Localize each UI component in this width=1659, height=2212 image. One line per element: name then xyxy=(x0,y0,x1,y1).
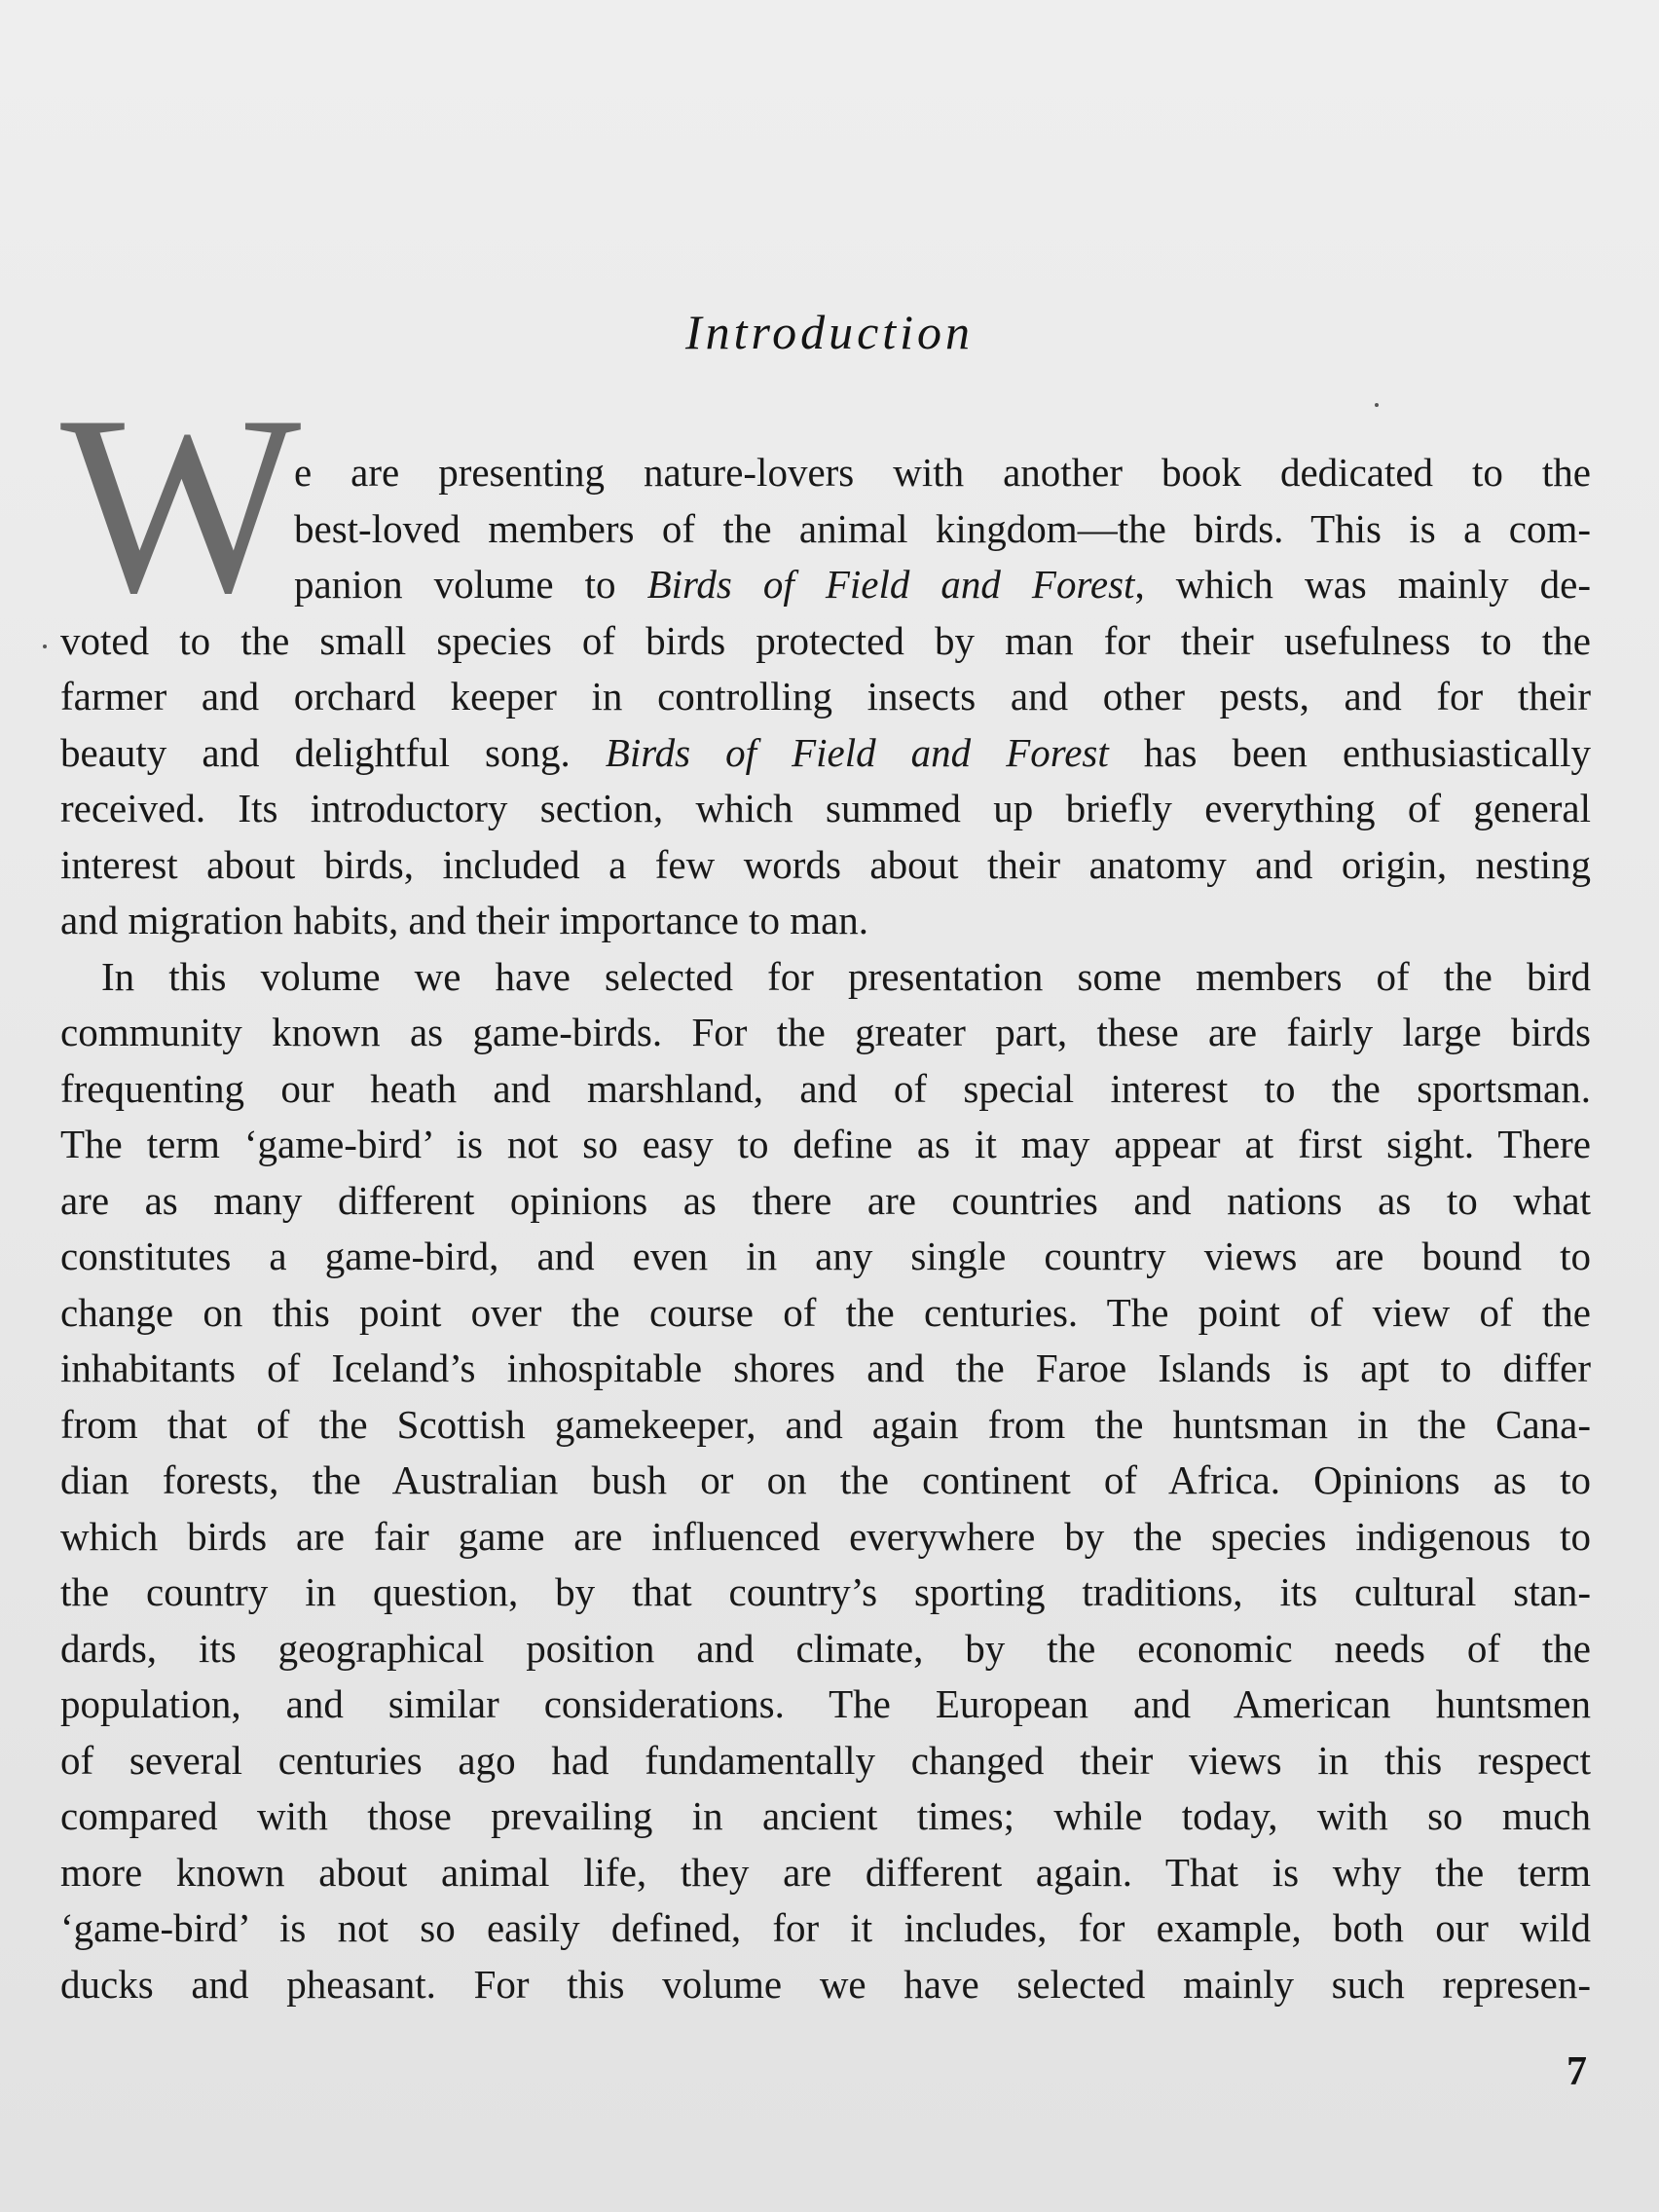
paper-speck xyxy=(43,645,47,648)
text-line: frequenting our heath and marshland, and of special interest to the sportsman. xyxy=(60,1065,1591,1111)
text-line: change on this point over the course of the centuries. The point of view of the xyxy=(60,1289,1591,1335)
page-title: Introduction xyxy=(684,305,975,359)
text-line: panion volume to Birds of Field and Forest, which was mainly de- xyxy=(294,562,1591,607)
text-line: from that of the Scottish gamekeeper, and again from the huntsman in the Cana- xyxy=(60,1401,1591,1447)
text-line: and migration habits, and their importance to man. xyxy=(60,898,869,942)
text-line: community known as game-birds. For the greater part, these are fairly large birds xyxy=(60,1010,1591,1054)
drop-cap: W xyxy=(60,363,296,645)
page-number: 7 xyxy=(1567,2049,1587,2094)
text-line: compared with those prevailing in ancient times; while today, with so much xyxy=(60,1793,1591,1838)
text-line: ducks and pheasant. For this volume we have selected mainly such represen- xyxy=(60,1961,1591,2007)
paper-speck xyxy=(1375,403,1379,407)
body-text xyxy=(60,445,1591,2012)
text-line: ‘game-bird’ is not so easily defined, for it includes, for example, both our wild xyxy=(60,1905,1591,1950)
text-line: The term ‘game-bird’ is not so easy to define as it may appear at first sight. There xyxy=(60,1122,1591,1166)
text-line: population, and similar considerations. The European and American huntsmen xyxy=(60,1681,1591,1726)
text-line: farmer and orchard keeper in controlling insects and other pests, and for their xyxy=(60,674,1591,719)
text-line: voted to the small species of birds protected by man for their usefulness to the xyxy=(60,617,1591,663)
text-line: best-loved members of the animal kingdom—the birds. This is a com- xyxy=(294,505,1591,551)
text-line: received. Its introductory section, which summed up briefly everything of general xyxy=(60,786,1591,830)
text-line: e are presenting nature-lovers with another book dedicated to the xyxy=(294,450,1591,495)
text-line: more known about animal life, they are different again. That is why the term xyxy=(60,1849,1591,1895)
text-line: which birds are fair game are influenced everywhere by the species indigenous to xyxy=(60,1513,1591,1559)
text-line: of several centuries ago had fundamentally changed their views in this respect xyxy=(60,1737,1591,1783)
text-line: In this volume we have selected for presentation some members of the bird xyxy=(101,953,1591,999)
text-line: beauty and delightful song. Birds of Field and Forest has been enthusiastically xyxy=(60,729,1591,775)
text-line: dards, its geographical position and climate, by the economic needs of the xyxy=(60,1625,1591,1671)
text-line: inhabitants of Iceland’s inhospitable shores and the Faroe Islands is apt to differ xyxy=(60,1346,1591,1390)
text-line: dian forests, the Australian bush or on the continent of Africa. Opinions as to xyxy=(60,1457,1591,1502)
text-line: are as many different opinions as there are countries and nations as to what xyxy=(60,1177,1591,1223)
text-line: constitutes a game-bird, and even in any single country views are bound to xyxy=(60,1234,1591,1278)
text-line: interest about birds, included a few words about their anatomy and origin, nesting xyxy=(60,841,1591,887)
text-line: the country in question, by that country’s sporting traditions, its cultural stan- xyxy=(60,1569,1591,1614)
